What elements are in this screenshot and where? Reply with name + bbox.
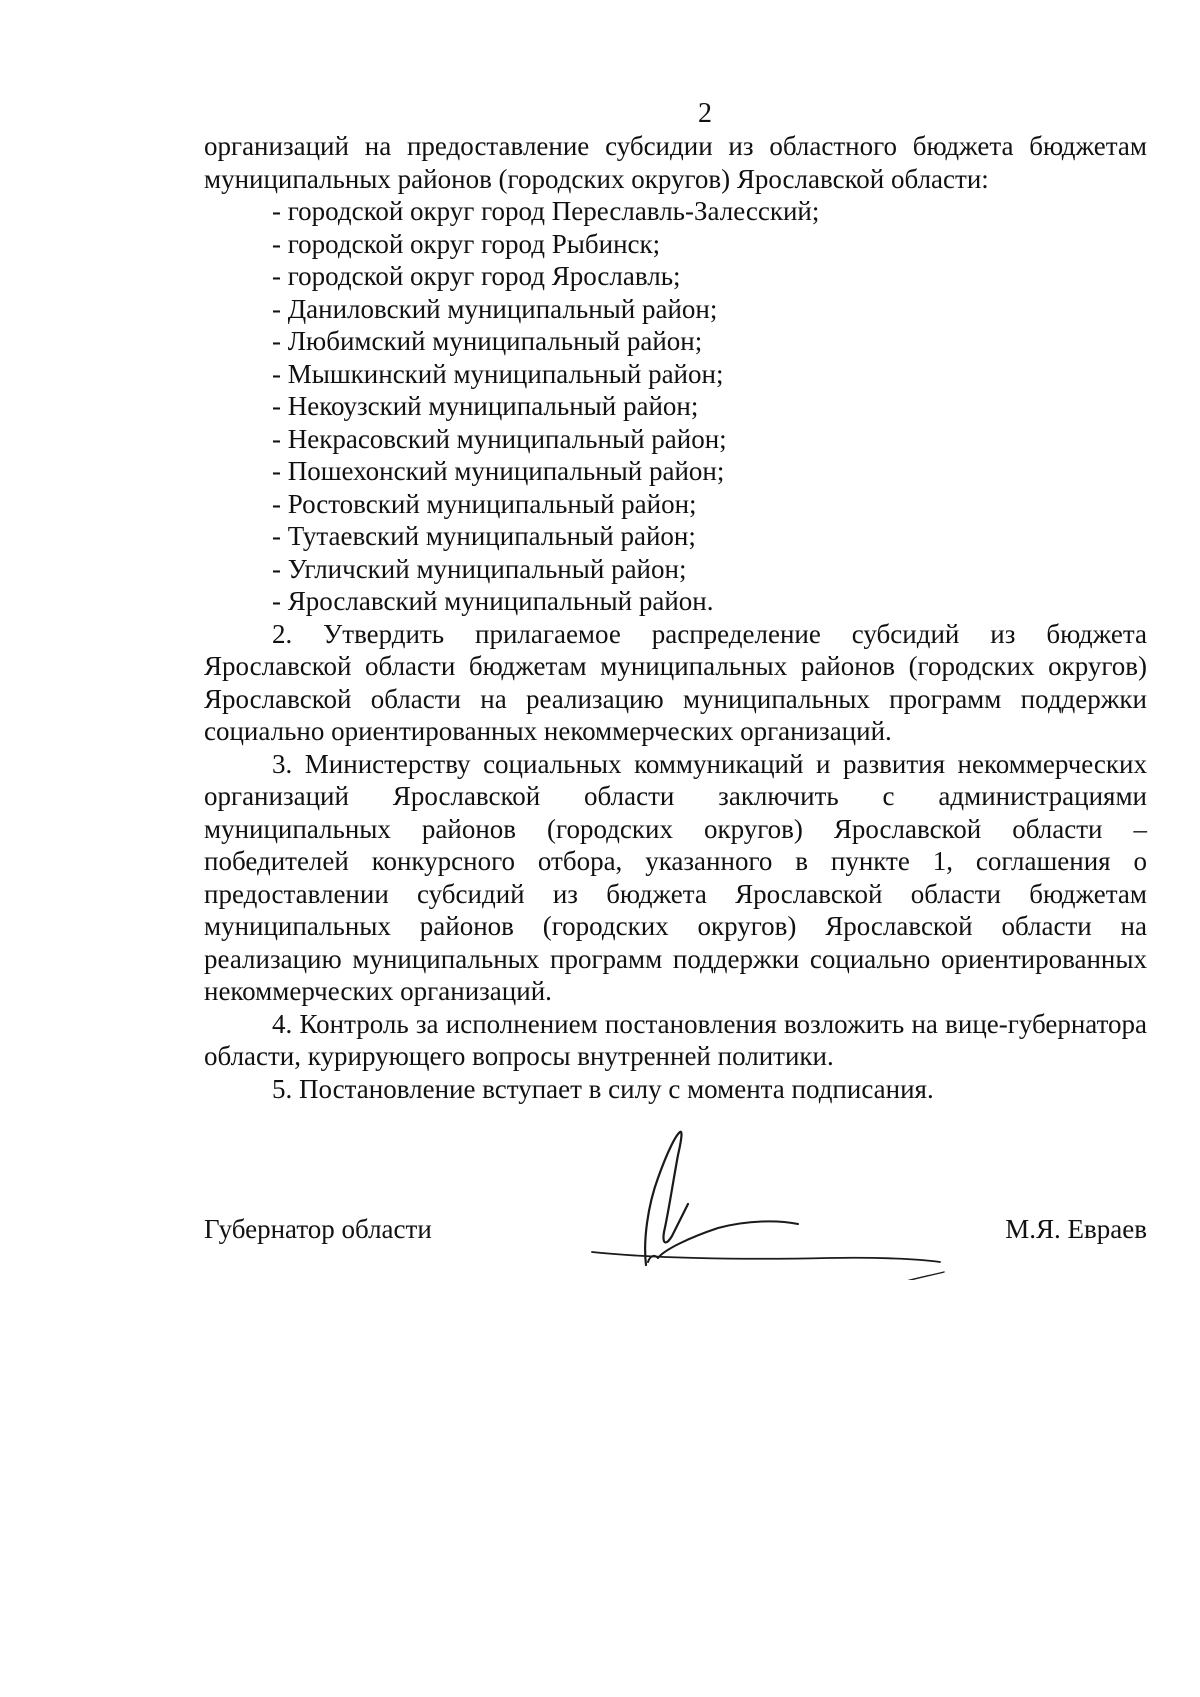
signer-name: М.Я. Евраев <box>1005 1214 1147 1244</box>
list-item: - Некрасовский муниципальный район; <box>272 423 727 454</box>
document-body <box>204 130 1147 1105</box>
signer-position: Губернатор области <box>204 1214 432 1244</box>
signature-block <box>204 1213 1147 1273</box>
list-item: - городской округ город Рыбинск; <box>272 228 661 259</box>
item-3-paragraph: 3. Министерству социальных коммуникаций и развития некоммерческих организаций Ярославской области заключить с администрациями муниципальных районов (городских округов) Ярославской области – победителей конкурсного отбора, указанного в пункте 1, соглашения о предоставлении субсидий из бюджета Ярославской области бюджетам муниципальных районов (городских округов) Ярославской области на реализацию муниципальных программ поддержки социально ориентированных некоммерческих организаций. <box>204 748 1147 1006</box>
list-item: - Любимский муниципальный район; <box>272 326 703 356</box>
list-item: - городской округ город Переславль-Залесский; <box>272 196 820 226</box>
item-4-paragraph: 4. Контроль за исполнением постановления возложить на вице-губернатора области, курирующего вопросы внутренней политики. <box>204 1008 1147 1071</box>
intro-paragraph: организаций на предоставление субсидии из областного бюджета бюджетам муниципальных районов (городских округов) Ярославской области: <box>204 131 1147 194</box>
list-item: - Тутаевский муниципальный район; <box>272 521 696 551</box>
page-number: 2 <box>698 98 712 129</box>
list-item: - Пошехонский муниципальный район; <box>272 456 725 486</box>
list-item: - Угличский муниципальный район; <box>272 553 687 584</box>
list-item: - Даниловский муниципальный район; <box>272 293 718 324</box>
list-item: - Мышкинский муниципальный район; <box>272 358 724 389</box>
list-item: - городской округ город Ярославль; <box>272 261 681 291</box>
winners-list <box>204 195 1147 618</box>
list-item: - Ярославский муниципальный район. <box>272 586 714 616</box>
item-5-paragraph: 5. Постановление вступает в силу с момента подписания. <box>272 1073 934 1104</box>
list-item: - Ростовский муниципальный район; <box>272 488 697 519</box>
list-item: - Некоузский муниципальный район; <box>272 391 699 421</box>
item-2-paragraph: 2. Утвердить прилагаемое распределение субсидий из бюджета Ярославской области бюджетам муниципальных районов (городских округов) Ярославской области на реализацию муниципальных программ поддержки социально ориентированных некоммерческих организаций. <box>204 618 1147 746</box>
